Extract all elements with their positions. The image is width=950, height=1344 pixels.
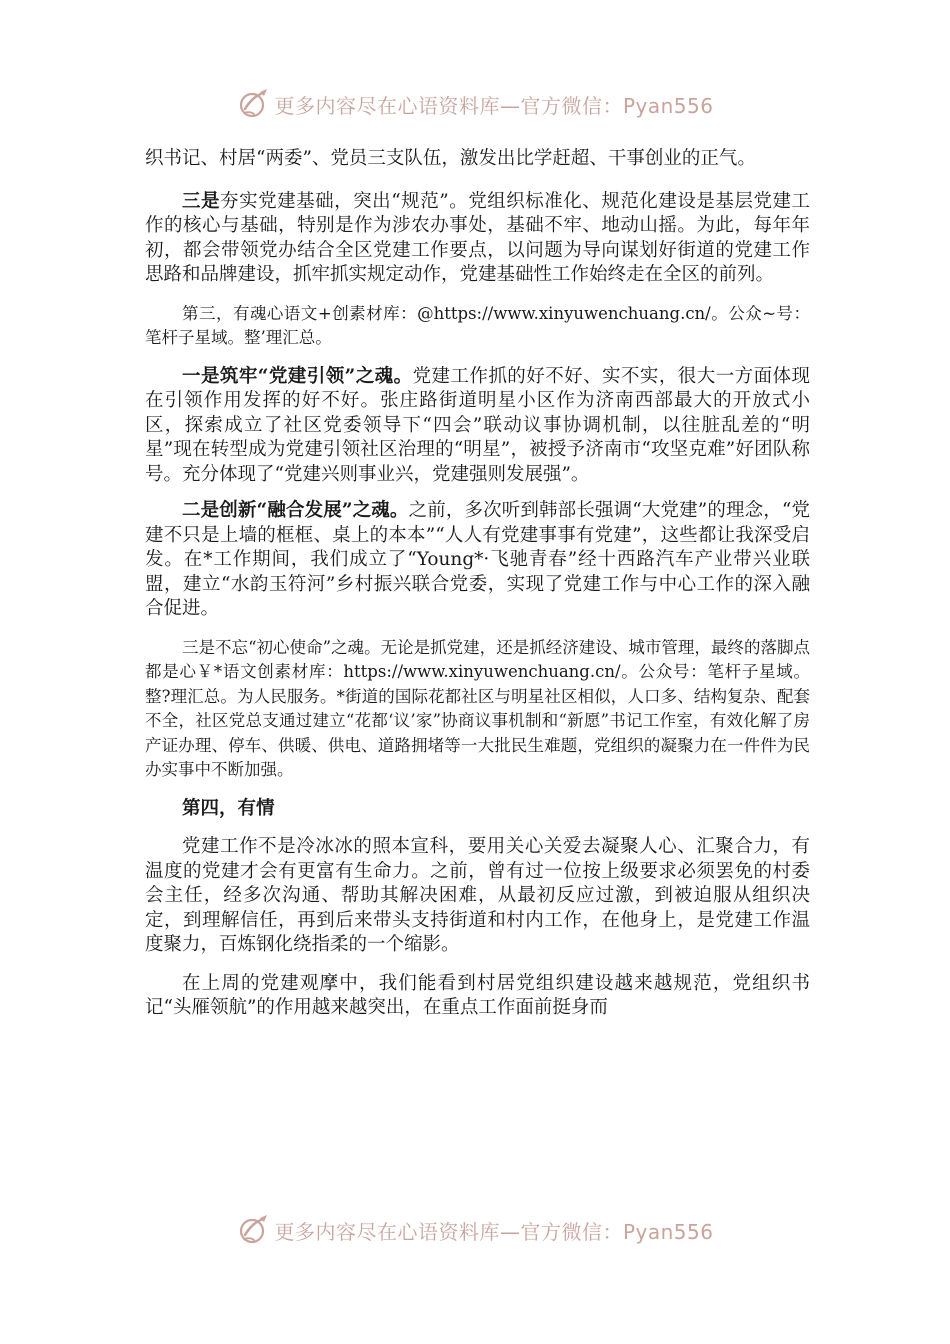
paragraph-5-lead: 二是创新“融合发展”之魂。 [182,500,409,521]
paragraph-6: 三是不忘“初心使命”之魂。无论是抓党建，还是抓经济建设、城市管理，最终的落脚点都是心￥*语文创素材库：https://www.xinyuwenchuang.cn/。公众号：笔杆子星域。整?理汇总。为人民服务。*街道的国际花都社区与明星社区相似，人口多、结构复杂、配套不全，社区党总支通过建立“花都‘议’家”协商议事机制和“新愿”书记工作室，有效化解了房产证办理、停车、供暖、供电、道路拥堵等一大批民生难题，党组织的凝聚力在一件件为民办实事中不断加强。 [145,637,810,779]
paragraph-8: 党建工作不是冷冰冰的照本宣科，要用关心关爱去凝聚人心、汇聚合力，有温度的党建才会有更富有生命力。之前，曾有过一位按上级要求必须罢免的村委会主任，经多次沟通、帮助其解决困难，从最初反应过激，到被迫服从组织决定，到理解信任，再到后来带头支持街道和村内工作，在他身上，是党建工作温度聚力，百炼钢化绕指柔的一个缩影。 [145,836,810,955]
paragraph-3: 第三，有魂心语文+创素材库：@https://www.xinyuwenchuang.cn/。公众~号：笔杆子星域。整’理汇总。 [145,303,810,347]
paragraph-2 [145,190,810,288]
paragraph-4 [145,365,810,488]
section-heading-4: 第四，有情 [182,797,275,819]
document-body [145,147,810,1021]
paragraph-5-body: 之前，多次听到韩部长强调“大党建”的理念，“党建不只是上墙的框框、桌上的本本”“人人有党建事事有党建”，这些都让我深受启发。在*工作期间，我们成立了“Young*·飞驰青春”经十西路汽车产业带兴业联盟，建立“水韵玉符河”乡村振兴联合党委，实现了党建工作与中心工作的深入融合促进。 [145,500,810,619]
header-watermark [0,84,950,124]
paragraph-9: 在上周的党建观摩中，我们能看到村居党组织建设越来越规范，党组织书记“头雁领航”的作用越来越突出，在重点工作面前挺身而 [145,972,810,1018]
watermark-text: 更多内容尽在心语资料库—官方微信：Pyan556 [274,93,714,118]
paragraph-4-lead: 一是筑牢“党建引领”之魂。 [182,365,413,387]
paragraph-1: 织书记、村居“两委”、党员三支队伍，激发出比学赶超、干事创业的正气。 [145,148,756,169]
paragraph-5 [145,499,810,622]
pen-swirl-logo-icon [236,1213,270,1247]
watermark-text: 更多内容尽在心语资料库—官方微信：Pyan556 [274,1219,714,1244]
footer-watermark [0,1210,950,1250]
pen-swirl-logo-icon [236,87,270,121]
paragraph-4-body: 党建工作抓的好不好、实不实，很大一方面体现在引领作用发挥的好不好。张庄路街道明星小区作为济南西部最大的开放式小区，探索成立了社区党委领导下“四会”联动议事协调机制，以往脏乱差的“明星”现在转型成为党建引领社区治理的“明星”，被授予济南市“攻坚克难”好团队称号。充分体现了“党建兴则事业兴，党建强则发展强”。 [145,365,810,485]
paragraph-2-lead: 三是 [182,190,221,212]
paragraph-2-body: 夯实党建基础，突出“规范”。党组织标准化、规范化建设是基层党建工作的核心与基础，特别是作为涉农办事处，基础不牢、地动山摇。为此，每年年初，都会带领党办结合全区党建工作要点，以问题为导向谋划好街道的党建工作思路和品牌建设，抓牢抓实规定动作，党建基础性工作始终走在全区的前列。 [145,190,810,285]
